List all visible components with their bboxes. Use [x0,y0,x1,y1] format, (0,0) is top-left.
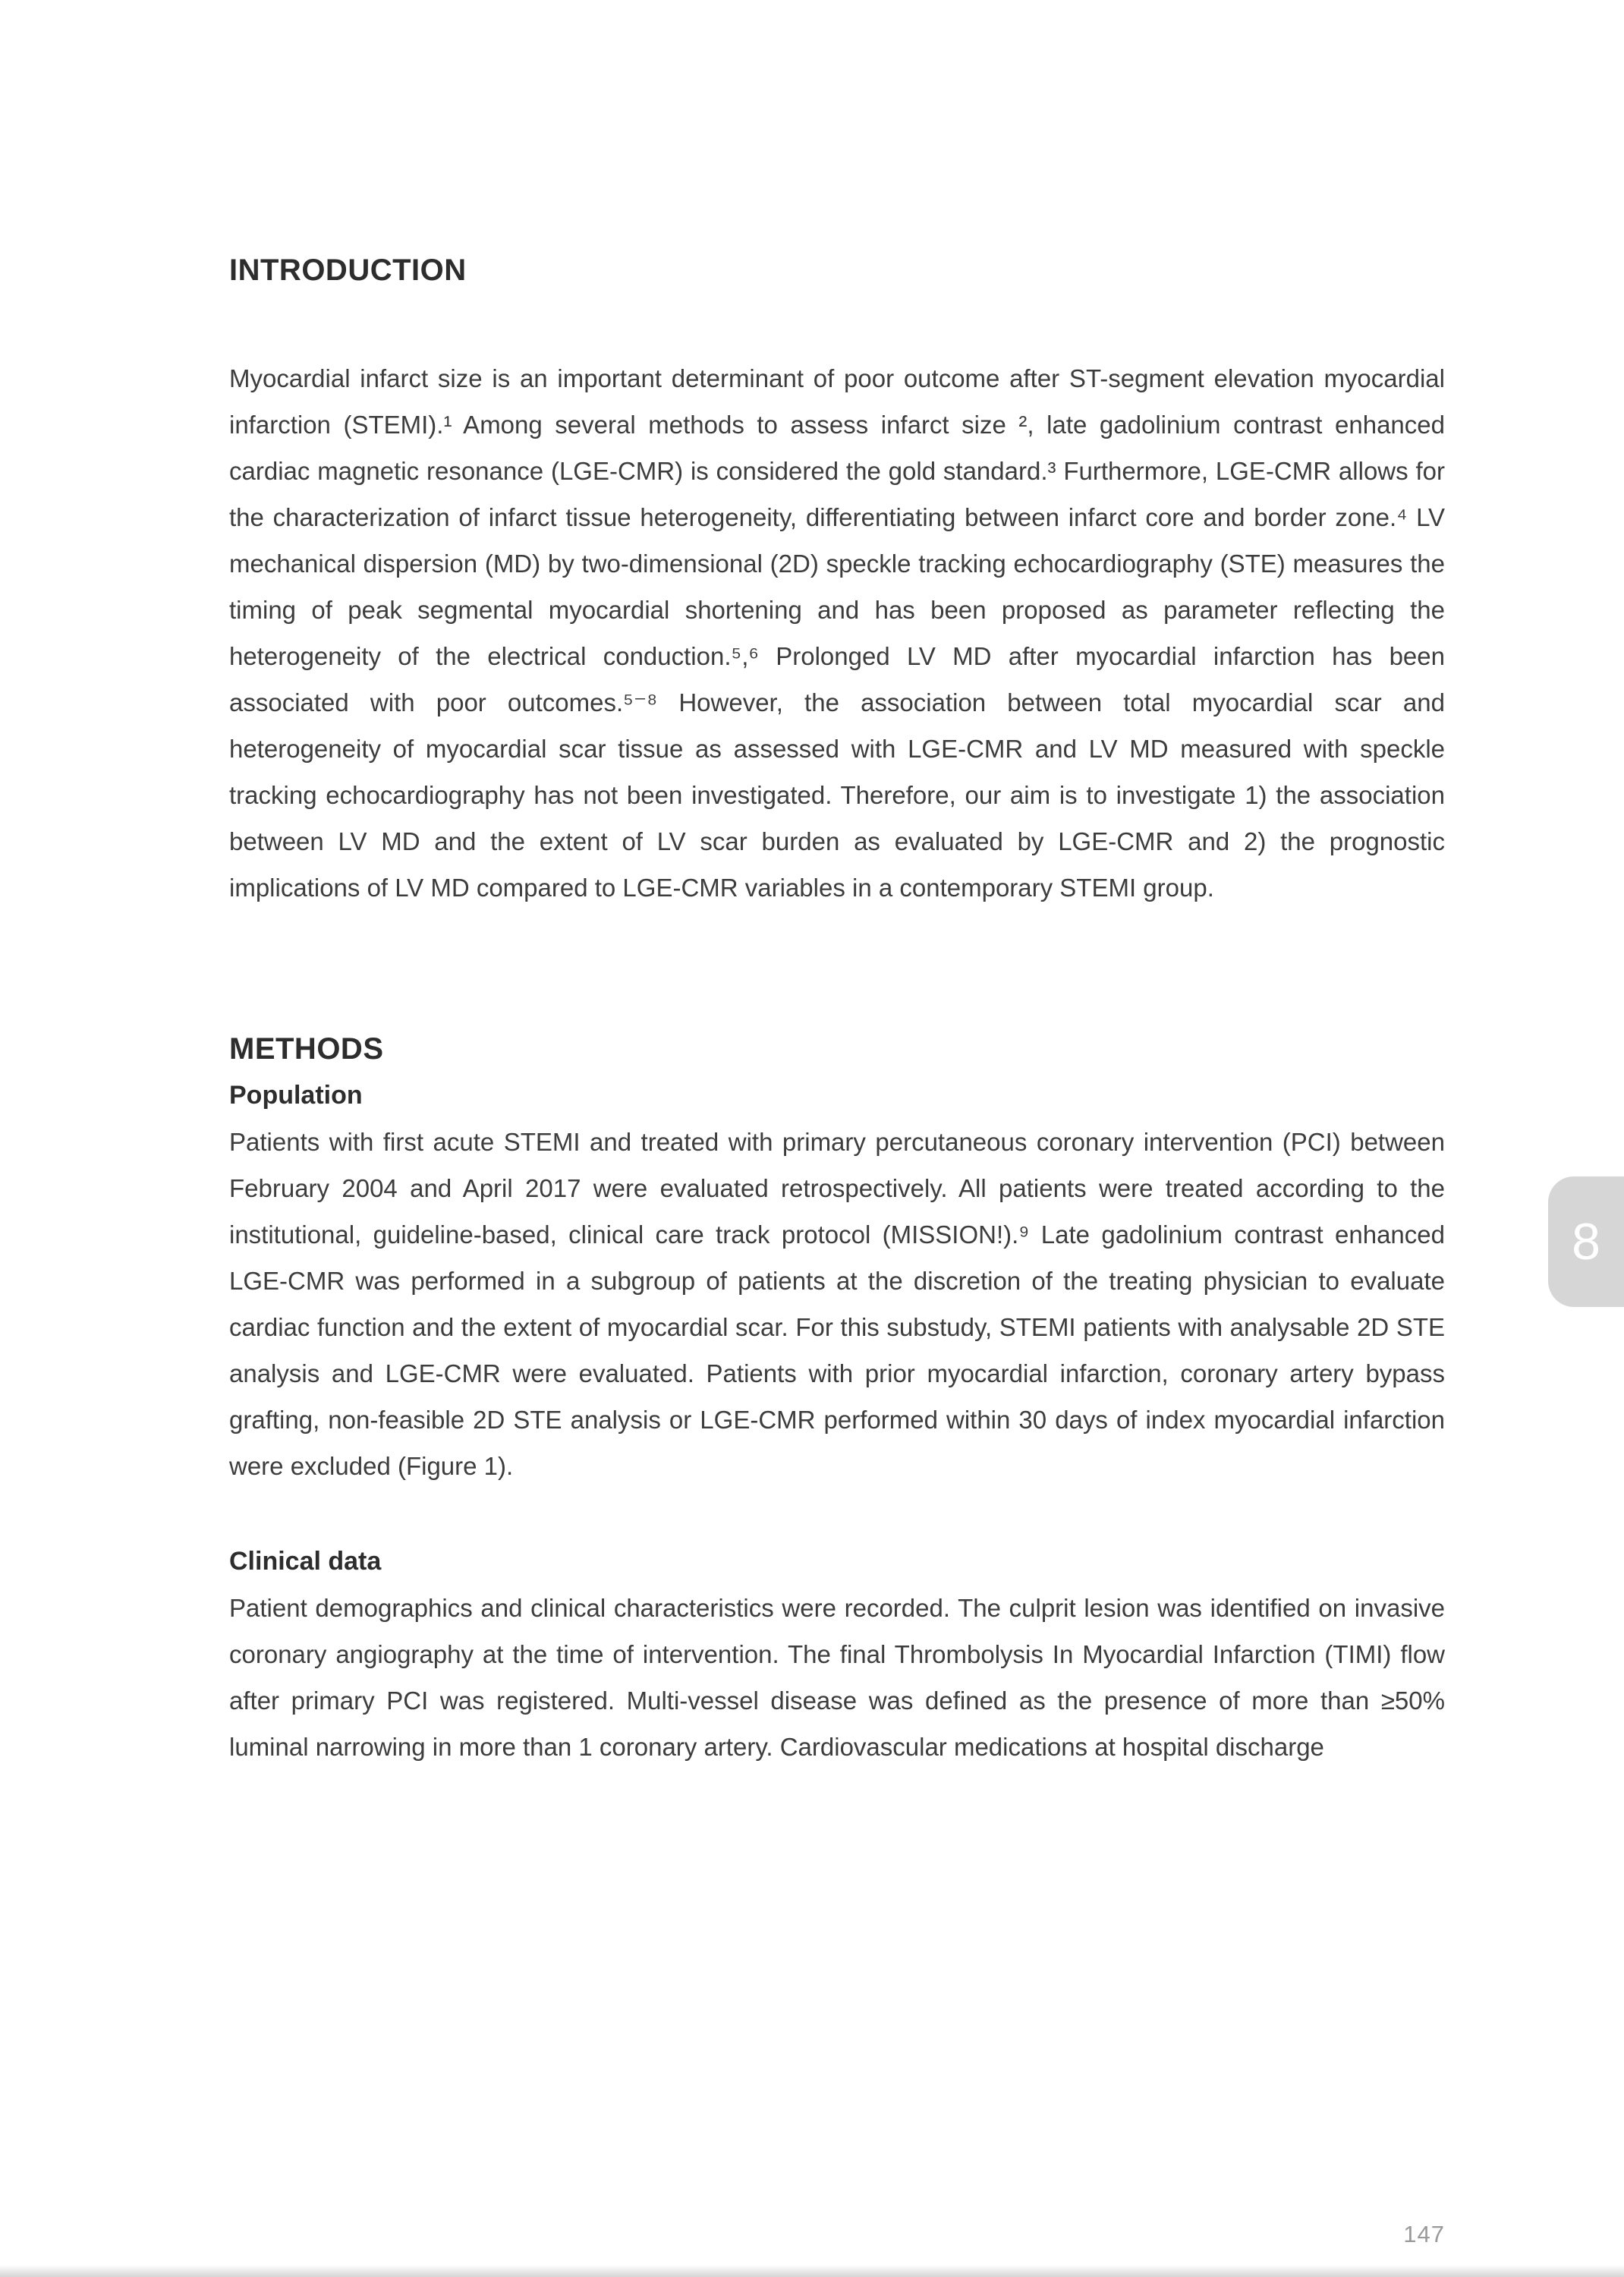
clinical-data-paragraph: Patient demographics and clinical characteristics were recorded. The culprit lesion was identified on invasive coronary angiography at the time of intervention. The final Thrombolysis In Myocardial Infarction (TIMI) flow after primary PCI was registered. Multi-vessel disease was defined as the presence of more than ≥50% luminal narrowing in more than 1 coronary artery. Cardiovascular medications at hospital discharge [229,1594,1445,1761]
population-paragraph: Patients with first acute STEMI and treated with primary percutaneous coronary intervention (PCI) between February 2004 and April 2017 were evaluated retrospectively. All patients were treated according to the institutional, guideline-based, clinical care track protocol (MISSION!).⁹ Late gadolinium contrast enhanced LGE-CMR was performed in a subgroup of patients at the discretion of the treating physician to evaluate cardiac function and the extent of myocardial scar. For this substudy, STEMI patients with analysable 2D STE analysis and LGE-CMR were evaluated. Patients with prior myocardial infarction, coronary artery bypass grafting, non-feasible 2D STE analysis or LGE-CMR performed within 30 days of index myocardial infarction were excluded (Figure 1). [229,1128,1445,1480]
methods-heading: METHODS [229,1032,384,1066]
introduction-paragraph: Myocardial infarct size is an important determinant of poor outcome after ST-segment elevation myocardial infarction (STEMI).¹ Among several methods to assess infarct size ², late gadolinium contrast enhanced cardiac magnetic resonance (LGE-CMR) is considered the gold standard.³ Furthermore, LGE-CMR allows for the characterization of infarct tissue heterogeneity, differentiating between infarct core and border zone.⁴ LV mechanical dispersion (MD) by two-dimensional (2D) speckle tracking echocardiography (STE) measures the timing of peak segmental myocardial shortening and has been proposed as parameter reflecting the heterogeneity of the electrical conduction.⁵,⁶ Prolonged LV MD after myocardial infarction has been associated with poor outcomes.⁵⁻⁸ However, the association between total myocardial scar and heterogeneity of myocardial scar tissue as assessed with LGE-CMR and LV MD measured with speckle tracking echocardiography has not been investigated. Therefore, our aim is to investigate 1) the association between LV MD and the extent of LV scar burden as evaluated by LGE-CMR and 2) the prognostic implications of LV MD compared to LGE-CMR variables in a contemporary STEMI group. [229,364,1445,902]
introduction-heading: INTRODUCTION [229,254,467,287]
chapter-number: 8 [1572,1213,1600,1271]
population-subheading: Population [229,1081,363,1110]
page-number: 147 [1403,2221,1445,2247]
chapter-tab [1548,1176,1624,1307]
page-bottom-shadow [0,2265,1624,2277]
clinical-data-subheading: Clinical data [229,1547,382,1576]
page-content [229,252,1445,1770]
